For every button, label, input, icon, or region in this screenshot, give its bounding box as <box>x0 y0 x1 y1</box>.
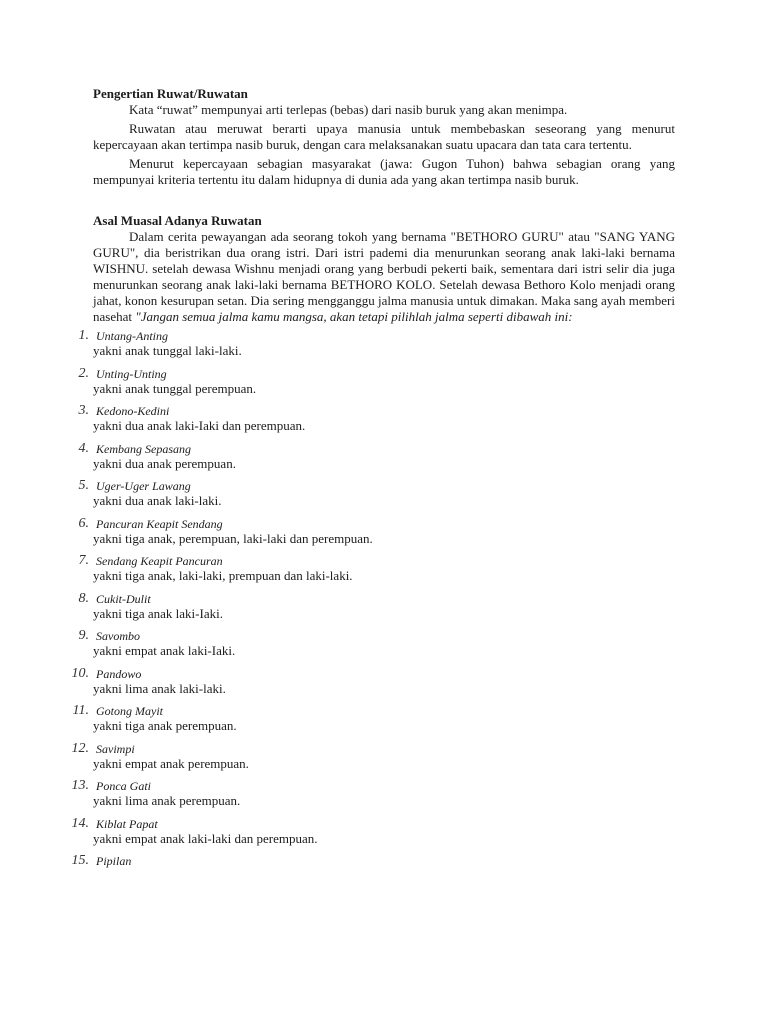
list-item-description: yakni lima anak perempuan. <box>93 793 241 808</box>
list-item-description: yakni anak tunggal laki-laki. <box>93 343 242 358</box>
list-item-number: 5. <box>78 478 89 493</box>
section-spacer <box>93 191 675 213</box>
list-item-term: Sendang Keapit Pancuran <box>96 554 223 568</box>
list-item <box>78 553 675 591</box>
list-item-description: yakni empat anak laki-Iaki. <box>93 643 236 658</box>
list-item-term: Kedono-Kedini <box>96 404 170 418</box>
list-item-number: 10. <box>71 665 89 681</box>
list-item-term: Savombo <box>96 629 140 643</box>
list-item-term: Pancuran Keapit Sendang <box>96 516 223 531</box>
list-item-term: Untang-Anting <box>96 329 168 343</box>
story-quote: "Jangan semua jalma kamu mangsa, akan tetapi pilihlah jalma seperti dibawah ini: <box>135 309 573 324</box>
list-item-term: Pandowo <box>96 666 142 681</box>
list-item-number: 4. <box>78 440 89 456</box>
list-item-number: 6. <box>78 515 89 531</box>
list-item <box>78 628 675 666</box>
list-item-number: 9. <box>78 628 89 643</box>
paragraph-definition: Kata “ruwat” mempunyai arti terlepas (bebas) dari nasib buruk yang akan menimpa. <box>129 102 568 117</box>
list-item-term: Savimpi <box>96 741 135 756</box>
list-item <box>71 815 675 854</box>
list-item <box>78 515 675 554</box>
list-item-description: yakni anak tunggal perempuan. <box>93 380 257 396</box>
list-item-term: Cukit-Dulit <box>96 591 151 606</box>
list-item-term: Uger-Uger Lawang <box>96 479 191 493</box>
list-item-description: yakni dua anak laki-laki. <box>93 493 222 508</box>
list-item-term: Ponca Gati <box>96 779 151 793</box>
list-item-number: 13. <box>71 778 89 793</box>
list-item-description: yakni tiga anak, laki-laki, prempuan dan laki-laki. <box>93 568 353 583</box>
list-item-number: 1. <box>78 328 89 343</box>
list-item-number: 15. <box>71 853 89 868</box>
list-item <box>78 440 675 479</box>
list-item <box>78 365 675 404</box>
list-item-term: Gotong Mayit <box>96 704 163 718</box>
list-item-term: Unting-Unting <box>96 366 167 381</box>
list-item-term: Pipilan <box>96 854 132 868</box>
list-item-number: 3. <box>78 403 89 418</box>
list-item-description: yakni empat anak perempuan. <box>93 755 249 771</box>
section-title-pengertian: Pengertian Ruwat/Ruwatan <box>93 86 248 101</box>
list-item <box>78 403 675 441</box>
list-item-description: yakni lima anak laki-laki. <box>93 680 226 696</box>
list-item <box>71 665 675 704</box>
list-item-description: yakni tiga anak laki-Iaki. <box>93 605 223 621</box>
criteria-list <box>71 328 675 891</box>
list-item-number: 2. <box>78 365 89 381</box>
list-item-number: 7. <box>78 553 89 568</box>
list-item <box>78 328 675 366</box>
list-item-description: yakni dua anak laki-Iaki dan perempuan. <box>93 418 306 433</box>
list-item-term: Kembang Sepasang <box>96 441 191 456</box>
paragraph-belief: Menurut kepercayaan sebagian masyarakat (jawa: Gugon Tuhon) bahwa sebagian orang yang mempunyai kriteria tertentu itu dalam hidupnya di dunia ada yang akan tertimpa nasib buruk. <box>93 156 675 187</box>
list-item <box>71 853 675 891</box>
list-item-description: yakni tiga anak perempuan. <box>93 718 237 733</box>
list-item-number: 12. <box>71 740 89 756</box>
list-item <box>72 703 675 741</box>
story-text: Dalam cerita pewayangan ada seorang tokoh yang bernama "BETHORO GURU" atau "SANG YANG GURU", dia beristrikan dua orang istri. Dari istri pademi dia menurunkan seorang anak laki-laki bernama WISHNU. setelah dewasa Wishnu menjadi orang yang berbudi pekerti baik, sementara dari istri selir dia juga menurunkan seorang anak laki-laki bernama BETHORO KOLO. Setelah dewasa Bethoro Kolo menjadi orang jahat, konon kesurupan setan. Dia sering mengganggu jalma manusia untuk dimakan. Maka sang ayah memberi nasehat <box>93 229 675 324</box>
section-title-asal-muasal: Asal Muasal Adanya Ruwatan <box>93 213 262 228</box>
list-item-number: 14. <box>71 815 89 831</box>
list-item-number: 8. <box>78 590 89 606</box>
list-item-number: 11. <box>72 703 89 718</box>
list-item-term: Kiblat Papat <box>96 816 158 831</box>
list-item-description: yakni empat anak laki-laki dan perempuan. <box>93 830 318 846</box>
document-page <box>71 86 675 891</box>
list-item-description: yakni tiga anak, perempuan, laki-laki dan perempuan. <box>93 530 373 546</box>
list-item <box>71 740 675 779</box>
list-item <box>78 590 675 629</box>
list-item-description: yakni dua anak perempuan. <box>93 455 236 471</box>
list-item <box>78 478 675 516</box>
paragraph-story <box>93 229 675 325</box>
list-item <box>71 778 675 816</box>
paragraph-ruwatan: Ruwatan atau meruwat berarti upaya manusia untuk membebaskan seseorang yang menurut kepercayaan akan tertimpa nasib buruk, dengan cara melaksanakan suatu upacara dan tata cara tertentu. <box>93 121 675 152</box>
